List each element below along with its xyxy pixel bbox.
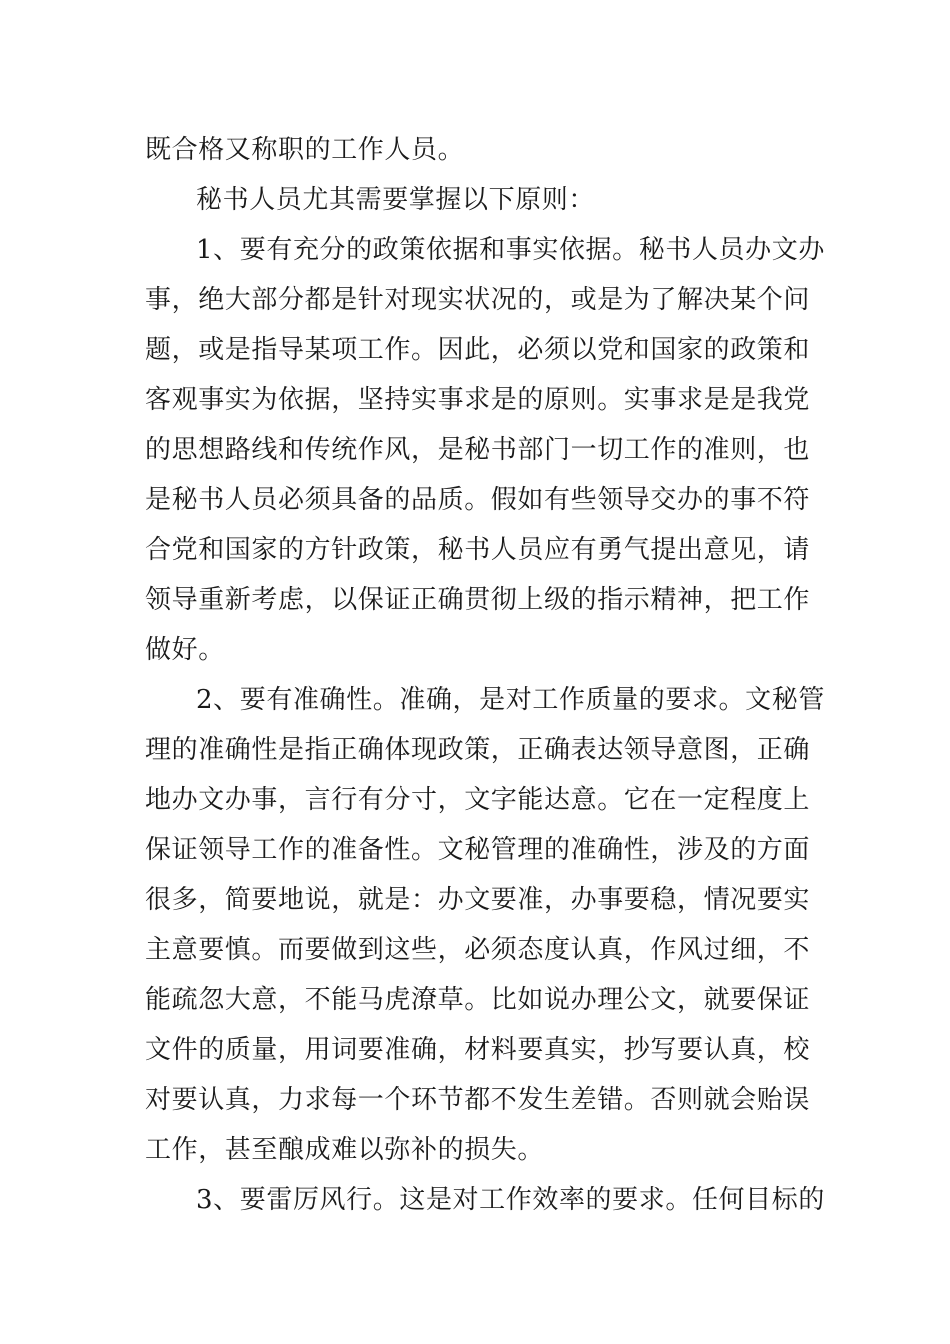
text-line: 1、要有充分的政策依据和事实依据。秘书人员办文办 [196,235,825,265]
text-line: 是秘书人员必须具备的品质。假如有些领导交办的事不符 [145,485,811,515]
text-line: 对要认真，力求每一个环节都不发生差错。否则就会贻误 [145,1085,811,1115]
text-line: 理的准确性是指正确体现政策，正确表达领导意图，正确 [145,735,811,765]
text-line: 能疏忽大意，不能马虎潦草。比如说办理公文，就要保证 [145,985,811,1015]
text-line: 3、要雷厉风行。这是对工作效率的要求。任何目标的 [196,1185,825,1215]
text-line: 题，或是指导某项工作。因此，必须以党和国家的政策和 [145,335,811,365]
text-line: 秘书人员尤其需要掌握以下原则： [196,185,596,215]
text-line: 既合格又称职的工作人员。 [145,135,465,165]
text-line: 事，绝大部分都是针对现实状况的，或是为了解决某个问 [145,285,811,315]
text-line: 工作，甚至酿成难以弥补的损失。 [145,1135,545,1165]
text-line: 地办文办事，言行有分寸，文字能达意。它在一定程度上 [145,785,811,815]
text-line: 客观事实为依据，坚持实事求是的原则。实事求是是我党 [145,385,811,415]
text-line: 很多，简要地说，就是：办文要准，办事要稳，情况要实 [145,885,811,915]
text-line: 领导重新考虑，以保证正确贯彻上级的指示精神，把工作 [145,585,811,615]
text-line: 文件的质量，用词要准确，材料要真实，抄写要认真，校 [145,1035,811,1065]
text-line: 合党和国家的方针政策，秘书人员应有勇气提出意见，请 [145,535,811,565]
text-line: 的思想路线和传统作风，是秘书部门一切工作的准则，也 [145,435,811,465]
text-line: 2、要有准确性。准确，是对工作质量的要求。文秘管 [196,685,825,715]
text-line: 主意要慎。而要做到这些，必须态度认真，作风过细，不 [145,935,811,965]
text-line: 做好。 [145,635,225,665]
text-line: 保证领导工作的准备性。文秘管理的准确性，涉及的方面 [145,835,811,865]
